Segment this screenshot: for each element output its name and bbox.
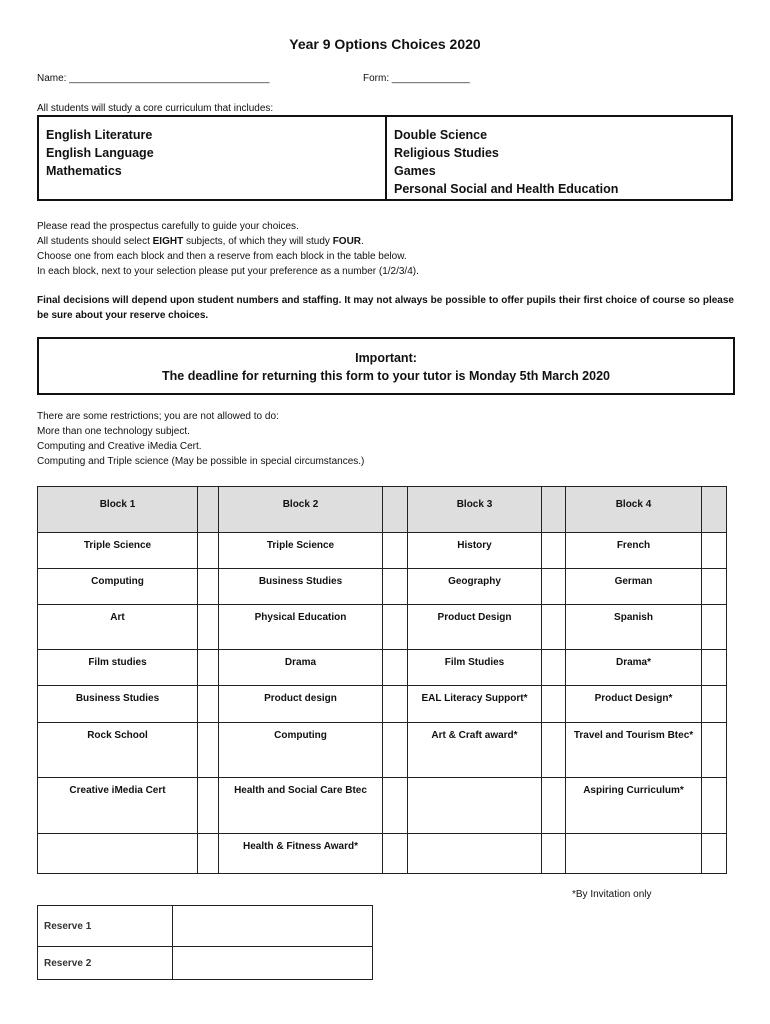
preference-box[interactable] [198, 778, 219, 834]
core-subject: Double Science [394, 128, 488, 142]
block-header: Block 3 [408, 487, 542, 533]
preference-box[interactable] [383, 569, 408, 605]
reserve-label: Reserve 1 [38, 906, 173, 947]
preference-box[interactable] [383, 605, 408, 650]
core-subject: English Literature [46, 128, 153, 142]
instruction-emphasis: EIGHT [152, 236, 184, 247]
final-decisions-note: Final decisions will depend upon student numbers and staffing. It may not always be possible to offer pupils their first choice of course so please be sure about your reserve choices. [37, 295, 734, 321]
preference-box[interactable] [542, 834, 566, 874]
preference-box[interactable] [702, 834, 727, 874]
preference-box[interactable] [542, 533, 566, 569]
reserve-table [37, 905, 373, 980]
subject-cell: History [408, 533, 542, 569]
subject-cell: French [566, 533, 702, 569]
subject-cell: Triple Science [219, 533, 383, 569]
deadline-text: The deadline for returning this form to your tutor is Monday 5th March 2020 [162, 369, 610, 383]
reserve-input-cell[interactable] [173, 906, 373, 947]
subject-cell: Product Design* [566, 686, 702, 723]
subject-cell: Creative iMedia Cert [38, 778, 198, 834]
core-subject: Personal Social and Health Education [394, 182, 619, 196]
block-header: Block 2 [219, 487, 383, 533]
reserve-row [38, 906, 373, 947]
preference-box[interactable] [702, 686, 727, 723]
preference-box[interactable] [383, 650, 408, 686]
table-row [38, 778, 727, 834]
restriction-line: More than one technology subject. [37, 426, 190, 437]
page-title: Year 9 Options Choices 2020 [289, 36, 481, 52]
preference-box[interactable] [198, 605, 219, 650]
table-row [38, 569, 727, 605]
reserve-row [38, 947, 373, 980]
core-left-column [39, 117, 387, 199]
preference-box[interactable] [702, 650, 727, 686]
options-blocks-table [37, 486, 727, 874]
preference-box[interactable] [542, 778, 566, 834]
preference-box[interactable] [383, 834, 408, 874]
table-header-row [38, 487, 727, 533]
preference-box[interactable] [542, 723, 566, 778]
subject-cell [408, 834, 542, 874]
instruction-line [37, 234, 737, 249]
restriction-line: There are some restrictions; you are not allowed to do: [37, 411, 279, 422]
subject-cell: Geography [408, 569, 542, 605]
invitation-footnote: *By Invitation only [572, 889, 652, 900]
reserve-label: Reserve 2 [38, 947, 173, 980]
table-row [38, 834, 727, 874]
preference-box[interactable] [702, 778, 727, 834]
table-row [38, 533, 727, 569]
preference-box[interactable] [383, 533, 408, 569]
preference-box[interactable] [383, 723, 408, 778]
preference-box[interactable] [383, 686, 408, 723]
instruction-text: All students should select [37, 236, 153, 247]
table-row [38, 723, 727, 778]
subject-cell: Product Design [408, 605, 542, 650]
subject-cell: Travel and Tourism Btec* [566, 723, 702, 778]
instruction-emphasis: FOUR [332, 236, 362, 247]
preference-box[interactable] [542, 686, 566, 723]
subject-cell [38, 834, 198, 874]
core-right-column [387, 117, 731, 199]
subject-cell: German [566, 569, 702, 605]
subject-cell: Film studies [38, 650, 198, 686]
instruction-text: . [361, 236, 364, 247]
preference-box[interactable] [542, 650, 566, 686]
subject-cell: Product design [219, 686, 383, 723]
block-header-blank [542, 487, 566, 533]
core-curriculum-box [37, 115, 733, 201]
subject-cell: Aspiring Curriculum* [566, 778, 702, 834]
preference-box[interactable] [383, 778, 408, 834]
preference-box[interactable] [198, 569, 219, 605]
block-header-blank [198, 487, 219, 533]
subject-cell: Health & Fitness Award* [219, 834, 383, 874]
restriction-line: Computing and Creative iMedia Cert. [37, 441, 202, 452]
important-heading: Important: [355, 351, 417, 365]
subject-cell [408, 778, 542, 834]
preference-box[interactable] [542, 569, 566, 605]
subject-cell: Film Studies [408, 650, 542, 686]
subject-cell: Business Studies [219, 569, 383, 605]
table-row [38, 686, 727, 723]
preference-box[interactable] [198, 533, 219, 569]
subject-cell: Computing [38, 569, 198, 605]
core-intro: All students will study a core curriculum that includes: [37, 103, 274, 114]
subject-cell: Art [38, 605, 198, 650]
table-row [38, 605, 727, 650]
instructions [37, 219, 737, 279]
subject-cell: Computing [219, 723, 383, 778]
block-header-blank [383, 487, 408, 533]
preference-box[interactable] [702, 533, 727, 569]
form-field[interactable]: Form: ______________ [363, 73, 470, 84]
subject-cell: Drama [219, 650, 383, 686]
block-header: Block 4 [566, 487, 702, 533]
core-subject: English Language [46, 146, 154, 160]
reserve-input-cell[interactable] [173, 947, 373, 980]
preference-box[interactable] [198, 686, 219, 723]
instruction-line: Please read the prospectus carefully to guide your choices. [37, 221, 299, 232]
subject-cell: Health and Social Care Btec [219, 778, 383, 834]
instruction-line: Choose one from each block and then a reserve from each block in the table below. [37, 251, 407, 262]
preference-box[interactable] [198, 650, 219, 686]
instruction-text: subjects, of which they will study [183, 236, 333, 247]
subject-cell: Spanish [566, 605, 702, 650]
subject-cell: Physical Education [219, 605, 383, 650]
subject-cell: Business Studies [38, 686, 198, 723]
subject-cell [566, 834, 702, 874]
subject-cell: Triple Science [38, 533, 198, 569]
block-header-blank [702, 487, 727, 533]
preference-box[interactable] [542, 605, 566, 650]
core-subject: Games [394, 164, 436, 178]
preference-box[interactable] [198, 834, 219, 874]
name-field[interactable]: Name: ____________________________________ [37, 73, 270, 84]
preference-box[interactable] [702, 605, 727, 650]
core-subject: Religious Studies [394, 146, 499, 160]
important-deadline-box [37, 337, 735, 395]
core-subject: Mathematics [46, 164, 122, 178]
preference-box[interactable] [702, 569, 727, 605]
preference-box[interactable] [702, 723, 727, 778]
subject-cell: Drama* [566, 650, 702, 686]
instruction-line: In each block, next to your selection please put your preference as a number (1/2/3/4). [37, 266, 419, 277]
subject-cell: Art & Craft award* [408, 723, 542, 778]
restrictions [37, 409, 637, 469]
table-row [38, 650, 727, 686]
block-header: Block 1 [38, 487, 198, 533]
preference-box[interactable] [198, 723, 219, 778]
subject-cell: EAL Literacy Support* [408, 686, 542, 723]
restriction-line: Computing and Triple science (May be possible in special circumstances.) [37, 456, 365, 467]
subject-cell: Rock School [38, 723, 198, 778]
